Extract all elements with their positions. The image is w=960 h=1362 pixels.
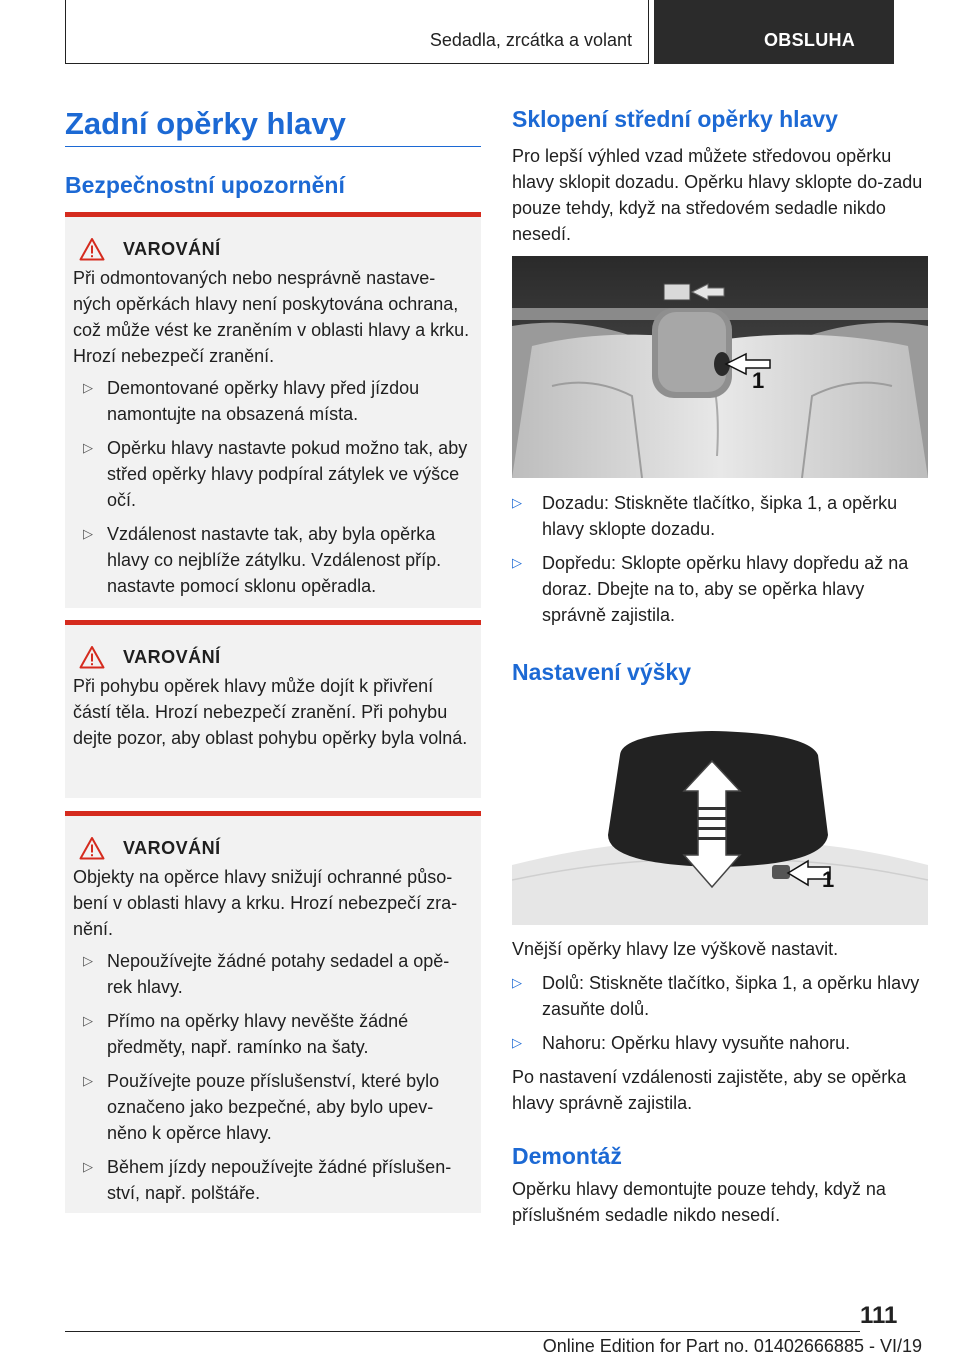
section-paragraph: Opěrku hlavy demontujte pouze tehdy, když na příslušném sedadle nikdo nesedí. <box>512 1179 886 1225</box>
warning-text: Objekty na opěrce hlavy snižují ochranné půso-bení v oblasti hlavy a krku. Hrozí nebezpečí zra-nění. <box>73 867 458 939</box>
warning-text: Při pohybu opěrek hlavy může dojít k přivření částí těla. Hrozí nebezpečí zranění. Při pohybu dejte pozor, aby oblast pohybu opěrky byla volná. <box>73 676 468 748</box>
warning-box-1 <box>65 212 481 608</box>
warning-label: VAROVÁNÍ <box>123 238 221 259</box>
warning-triangle-icon <box>79 645 105 669</box>
warning-bullet-list <box>73 948 473 1206</box>
fold-instructions <box>512 490 928 636</box>
page-number: 111 <box>860 1302 898 1329</box>
list-item: ▷ Vzdálenost nastavte tak, aby byla opěrka hlavy co nejblíže zátylku. Vzdálenost příp. nastavte pomocí sklonu opěradla. <box>73 521 473 599</box>
header-chapter-title: OBSLUHA <box>764 30 856 50</box>
warning-triangle-icon <box>79 836 105 860</box>
section-paragraph: Pro lepší výhled vzad můžete středovou opěrku hlavy sklopit dozadu. Opěrku hlavy sklopte do-zadu pouze tehdy, když na středovém sedadle nikdo nesedí. <box>512 146 923 244</box>
warning-text: Při odmontovaných nebo nesprávně nastave-ných opěrkách hlavy není poskytována ochrana, což může vést ke zraněním v oblasti hlavy a krku. Hrozí nebezpečí zranění. <box>73 268 470 366</box>
section-heading: Demontáž <box>512 1143 622 1169</box>
list-item: ▷ Opěrku hlavy nastavte pokud možno tak, aby střed opěrky hlavy podpíral zátylek ve výšce očí. <box>73 435 473 513</box>
section-fold-center-headrest <box>512 106 928 247</box>
warning-label: VAROVÁNÍ <box>123 646 221 667</box>
page-title: Zadní opěrky hlavy <box>65 106 346 141</box>
list-item: ▷ Přímo na opěrky hlavy nevěšte žádné předměty, např. ramínko na šaty. <box>73 1008 473 1060</box>
list-item: ▷ Během jízdy nepoužívejte žádné příslušen-ství, např. polštáře. <box>73 1154 473 1206</box>
warning-box-3 <box>65 811 481 1213</box>
list-item: ▷ Demontované opěrky hlavy před jízdou namontujte na obsazená místa. <box>73 375 473 427</box>
list-item: ▷ Nahoru: Opěrku hlavy vysuňte nahoru. <box>512 1030 928 1056</box>
warning-label: VAROVÁNÍ <box>123 837 221 858</box>
bullet-list <box>512 490 928 628</box>
list-item: ▷ Nepoužívejte žádné potahy sedadel a opě-rek hlavy. <box>73 948 473 1000</box>
section-removal <box>512 1143 928 1228</box>
section-subtitle: Bezpečnostní upozornění <box>65 172 345 198</box>
list-item: ▷ Dozadu: Stiskněte tlačítko, šipka 1, a opěrku hlavy sklopte dozadu. <box>512 490 928 542</box>
header-section-title: Sedadla, zrcátka a volant <box>429 30 632 50</box>
header-chapter-box <box>654 0 894 64</box>
warning-box-2 <box>65 620 481 798</box>
section-paragraph: Vnější opěrky hlavy lze výškově nastavit. <box>512 939 839 959</box>
section-heading: Sklopení střední opěrky hlavy <box>512 106 838 132</box>
title-divider <box>65 146 481 147</box>
section-paragraph: Po nastavení vzdálenosti zajistěte, aby se opěrka hlavy správně zajistila. <box>512 1067 907 1113</box>
list-item: ▷ Dolů: Stiskněte tlačítko, šipka 1, a opěrku hlavy zasuňte dolů. <box>512 970 928 1022</box>
list-item: ▷ Dopředu: Sklopte opěrku hlavy dopředu až na doraz. Dbejte na to, aby se opěrka hlavy správně zajistila. <box>512 550 928 628</box>
image-callout-number: 1 <box>822 867 835 892</box>
pointing-hand-icon <box>892 28 916 56</box>
image-callout-number: 1 <box>752 368 765 393</box>
warning-bullet-list <box>73 375 473 599</box>
footer-edition: Online Edition for Part no. 01402666885 - VI/19 <box>542 1336 922 1356</box>
center-headrest-illustration <box>512 256 928 478</box>
warning-triangle-icon <box>79 237 105 261</box>
height-adjust-text <box>512 936 928 1116</box>
height-adjust-illustration <box>512 715 928 925</box>
section-heading: Nastavení výšky <box>512 659 692 685</box>
list-item: ▷ Používejte pouze příslušenství, které bylo označeno jako bezpečné, aby bylo upev-něno k opěrce hlavy. <box>73 1068 473 1146</box>
bullet-list <box>512 970 928 1056</box>
footer-divider <box>65 1331 860 1332</box>
section-height-adjust-heading <box>512 659 928 686</box>
header-section-box <box>65 0 649 64</box>
